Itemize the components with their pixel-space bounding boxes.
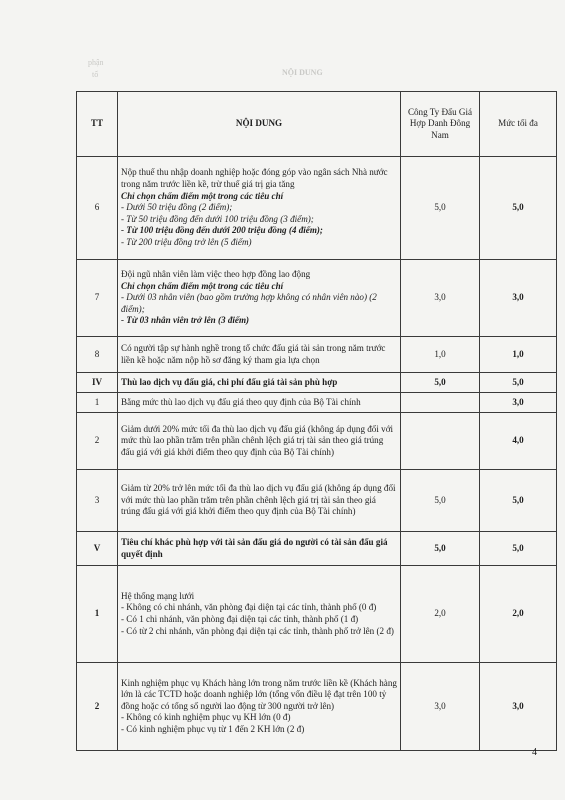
row-number: 2	[77, 663, 118, 751]
row-number: 7	[77, 260, 118, 337]
criterion-option: - Có 1 chi nhánh, văn phòng đại diện tại các tỉnh, thành phố (1 đ)	[121, 614, 359, 624]
header-tt: TT	[77, 92, 118, 157]
max-score: 3,0	[480, 663, 557, 751]
company-score: 3,0	[401, 663, 480, 751]
max-score: 4,0	[480, 413, 557, 470]
section-row	[77, 532, 557, 566]
criterion-option: - Từ 50 triệu đồng đến dưới 100 triệu đồng (3 điểm);	[121, 213, 314, 224]
table-row	[77, 470, 557, 532]
ghost-text: tố	[92, 70, 99, 79]
criterion-option-selected: - Từ 100 triệu đồng đến dưới 200 triệu đồng (4 điểm);	[121, 225, 323, 236]
criterion-option: - Có từ 2 chi nhánh, văn phòng đại diện tại các tỉnh, thành phố trở lên (2 đ)	[121, 625, 394, 636]
table-row	[77, 337, 557, 373]
section-title: Thù lao dịch vụ đấu giá, chi phí đấu giá tài sản phù hợp	[118, 373, 401, 393]
criterion-option: - Dưới 03 nhân viên (bao gồm trường hợp không có nhân viên nào) (2 điểm);	[121, 292, 377, 314]
company-score: 5,0	[401, 373, 480, 393]
row-content	[118, 566, 401, 663]
table-row	[77, 393, 557, 413]
company-score: 2,0	[401, 566, 480, 663]
criterion-note: Chỉ chọn chấm điểm một trong các tiêu chí	[121, 190, 284, 201]
criterion-option: - Không có chi nhánh, văn phòng đại diện tại các tỉnh, thành phố (0 đ)	[121, 602, 377, 613]
row-number: 1	[77, 393, 118, 413]
row-content	[118, 663, 401, 751]
table-row	[77, 566, 557, 663]
section-row	[77, 373, 557, 393]
ghost-text: NỘI DUNG	[282, 68, 323, 77]
scoring-table	[76, 91, 557, 751]
page-number: 4	[532, 747, 537, 758]
criterion-text: Có người tập sự hành nghề trong tổ chức đấu giá tài sản trong năm trước liền kề hoặc năm nộp hồ sơ đăng ký tham gia lựa chọn	[118, 337, 401, 373]
company-score: 1,0	[401, 337, 480, 373]
row-content	[118, 260, 401, 337]
row-number: 1	[77, 566, 118, 663]
criterion-text: Kinh nghiệm phục vụ Khách hàng lớn trong năm trước liền kề (Khách hàng lớn là các TCTD hoặc doanh nghiệp lớn (tổng vốn điều lệ đạt trên 100 tỷ đồng hoặc có tổng số người lao động từ 300 người trở lên)	[121, 677, 397, 711]
header-max: Mức tối đa	[480, 92, 557, 157]
ghost-text: phận	[88, 58, 104, 67]
row-number: 2	[77, 413, 118, 470]
criterion-option-selected: - Từ 03 nhân viên trở lên (3 điểm)	[121, 315, 250, 326]
row-content	[118, 157, 401, 260]
criterion-text: Bằng mức thù lao dịch vụ đấu giá theo quy định của Bộ Tài chính	[118, 393, 401, 413]
max-score: 5,0	[480, 532, 557, 566]
company-score: 3,0	[401, 260, 480, 337]
criterion-text: Giảm dưới 20% mức tối đa thù lao dịch vụ đấu giá (không áp dụng đối với mức thù lao phần trăm trên phần chênh lệch giá trị tài sản theo giá trúng đấu giá với giá khởi điểm theo quy định của Bộ Tài chính)	[118, 413, 401, 470]
max-score: 3,0	[480, 393, 557, 413]
header-noi-dung: NỘI DUNG	[118, 92, 401, 157]
table-row	[77, 157, 557, 260]
criterion-option: - Dưới 50 triệu đồng (2 điểm);	[121, 202, 233, 213]
section-number: IV	[77, 373, 118, 393]
criterion-text: Nộp thuế thu nhập doanh nghiệp hoặc đóng góp vào ngân sách Nhà nước trong năm trước liền kề, trừ thuế giá trị gia tăng	[121, 167, 388, 190]
max-score: 5,0	[480, 470, 557, 532]
criterion-option: - Có kinh nghiệm phục vụ từ 1 đến 2 KH lớn (2 đ)	[121, 723, 305, 734]
max-score: 3,0	[480, 260, 557, 337]
table-row	[77, 260, 557, 337]
max-score: 1,0	[480, 337, 557, 373]
section-number: V	[77, 532, 118, 566]
max-score: 5,0	[480, 373, 557, 393]
table-header-row	[77, 92, 557, 157]
table-row	[77, 663, 557, 751]
criterion-text: Hệ thống mạng lưới	[121, 590, 195, 601]
max-score: 5,0	[480, 157, 557, 260]
section-title: Tiêu chí khác phù hợp với tài sản đấu giá do người có tài sản đấu giá quyết định	[118, 532, 401, 566]
criterion-text: Giảm từ 20% trở lên mức tối đa thù lao dịch vụ đấu giá (không áp dụng đối với mức thù lao phần trăm trên phần chênh lệch giá trị tài sản theo giá trúng đấu giá với giá khởi điểm theo quy định của Bộ Tài chính)	[118, 470, 401, 532]
row-number: 3	[77, 470, 118, 532]
row-number: 6	[77, 157, 118, 260]
company-score: 5,0	[401, 532, 480, 566]
criterion-text: Đội ngũ nhân viên làm việc theo hợp đồng lao động	[121, 269, 311, 280]
criterion-option: - Không có kinh nghiệm phục vụ KH lớn (0 đ)	[121, 712, 291, 723]
company-score: 5,0	[401, 470, 480, 532]
header-company: Công Ty Đấu Giá Hợp Danh Đông Nam	[401, 92, 480, 157]
company-score	[401, 393, 480, 413]
company-score: 5,0	[401, 157, 480, 260]
company-score	[401, 413, 480, 470]
max-score: 2,0	[480, 566, 557, 663]
criterion-note: Chỉ chọn chấm điểm một trong các tiêu chí	[121, 280, 284, 291]
criterion-option: - Từ 200 triệu đồng trở lên (5 điểm)	[121, 236, 252, 247]
row-number: 8	[77, 337, 118, 373]
table-row	[77, 413, 557, 470]
